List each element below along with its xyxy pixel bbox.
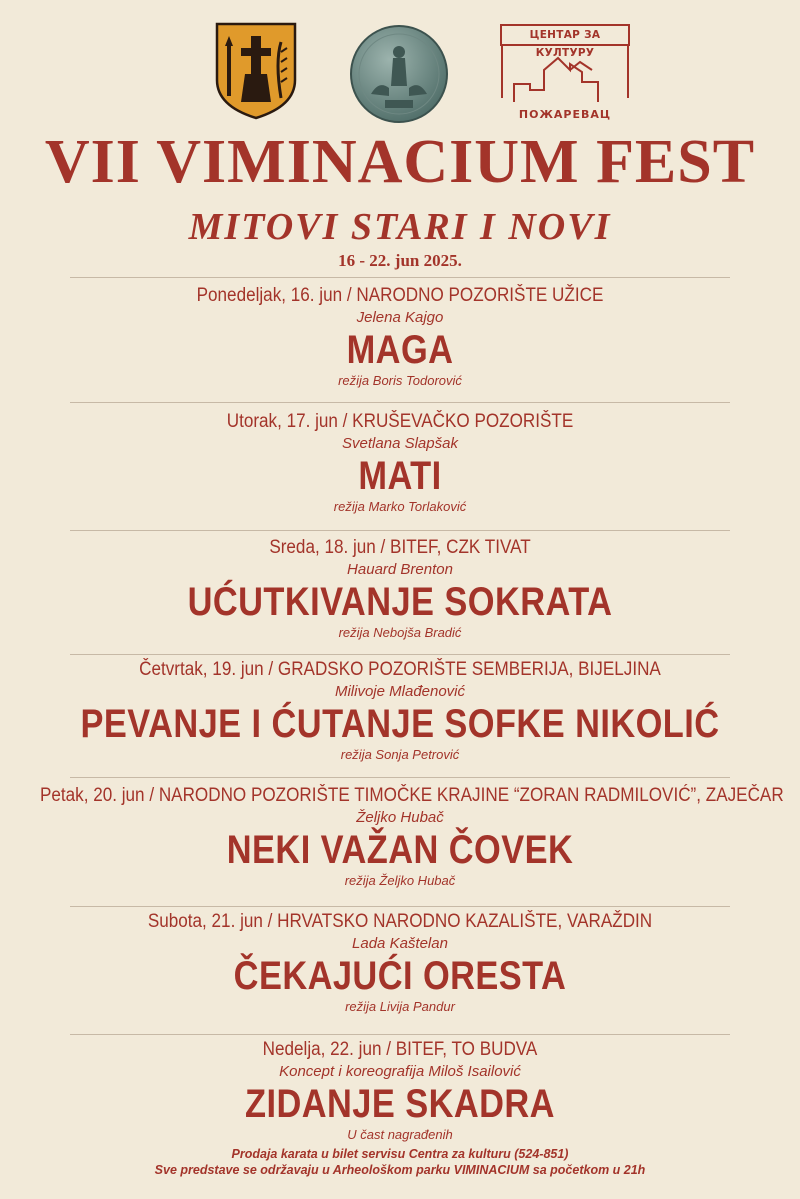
culture-center-city: ПОЖАРЕВАЦ	[518, 108, 612, 121]
event-director: režija Sonja Petrović	[340, 747, 460, 762]
event-venue: Ponedeljak, 16. jun / NARODNO POZORIŠTE UŽICE	[196, 285, 604, 306]
festival-dates: 16 - 22. jun 2025.	[338, 251, 462, 270]
festival-subtitle: MITOVI STARI I NOVI	[188, 206, 612, 248]
event-author: Milivoje Mlađenović	[334, 683, 466, 700]
event-director: režija Marko Torlaković	[333, 499, 467, 514]
footer	[0, 1146, 800, 1178]
event-author: Lada Kaštelan	[352, 935, 448, 952]
divider	[70, 1034, 730, 1035]
event-play-title: PEVANJE I ĆUTANJE SOFKE NIKOLIĆ	[80, 702, 720, 746]
event-author: Svetlana Slapšak	[342, 435, 458, 452]
divider	[70, 530, 730, 531]
roman-coin-icon	[349, 24, 449, 124]
event-sunday	[0, 1038, 800, 1144]
event-saturday	[0, 910, 800, 1016]
event-venue: Sreda, 18. jun / BITEF, CZK TIVAT	[269, 537, 531, 558]
culture-center-name: ЦЕНТАР ЗА КУЛТУРУ	[500, 24, 630, 46]
event-friday	[0, 784, 800, 890]
event-thursday	[0, 658, 800, 764]
event-venue: Subota, 21. jun / HRVATSKO NARODNO KAZALIŠTE, VARAŽDIN	[147, 911, 653, 932]
event-venue: Utorak, 17. jun / KRUŠEVAČKO POZORIŠTE	[226, 411, 574, 432]
festival-title: VII VIMINACIUM FEST	[44, 128, 756, 196]
event-monday	[0, 284, 800, 390]
event-venue: Četvrtak, 19. jun / GRADSKO POZORIŠTE SEMBERIJA, BIJELJINA	[139, 659, 661, 680]
event-venue: Petak, 20. jun / NARODNO POZORIŠTE TIMOČKE KRAJINE “ZORAN RADMILOVIĆ”, ZAJEČAR	[40, 785, 784, 806]
event-play-title: ZIDANJE SKADRA	[245, 1082, 555, 1126]
event-venue: Nedelja, 22. jun / BITEF, TO BUDVA	[262, 1039, 538, 1060]
ticket-info: Prodaja karata u bilet servisu Centra za kulturu (524-851)	[231, 1147, 569, 1161]
event-director: režija Nebojša Bradić	[338, 625, 462, 640]
event-play-title: UĆUTKIVANJE SOKRATA	[187, 580, 613, 624]
event-author: Koncept i koreografija Miloš Isailović	[279, 1063, 521, 1080]
event-director: U čast nagrađenih	[347, 1127, 453, 1142]
divider	[70, 277, 730, 278]
coat-of-arms-icon	[215, 22, 297, 120]
logo-row	[0, 20, 800, 130]
event-director: režija Livija Pandur	[345, 999, 455, 1014]
fortress-outline-icon	[500, 44, 630, 108]
divider	[70, 402, 730, 403]
divider	[70, 654, 730, 655]
divider	[70, 777, 730, 778]
event-tuesday	[0, 410, 800, 516]
event-author: Jelena Kajgo	[356, 309, 444, 326]
event-play-title: MATI	[358, 454, 442, 498]
venue-info: Sve predstave se održavaju u Arheološkom parku VIMINACIUM sa početkom u 21h	[154, 1163, 646, 1177]
event-play-title: MAGA	[346, 328, 454, 372]
event-play-title: NEKI VAŽAN ČOVEK	[226, 828, 574, 872]
culture-center-logo	[500, 24, 634, 124]
event-play-title: ČEKAJUĆI ORESTA	[233, 954, 567, 998]
event-director: režija Boris Todorović	[338, 373, 462, 388]
event-author: Hauard Brenton	[347, 561, 453, 578]
event-wednesday	[0, 536, 800, 642]
event-director: režija Željko Hubač	[344, 873, 456, 888]
divider	[70, 906, 730, 907]
event-author: Željko Hubač	[356, 809, 444, 826]
